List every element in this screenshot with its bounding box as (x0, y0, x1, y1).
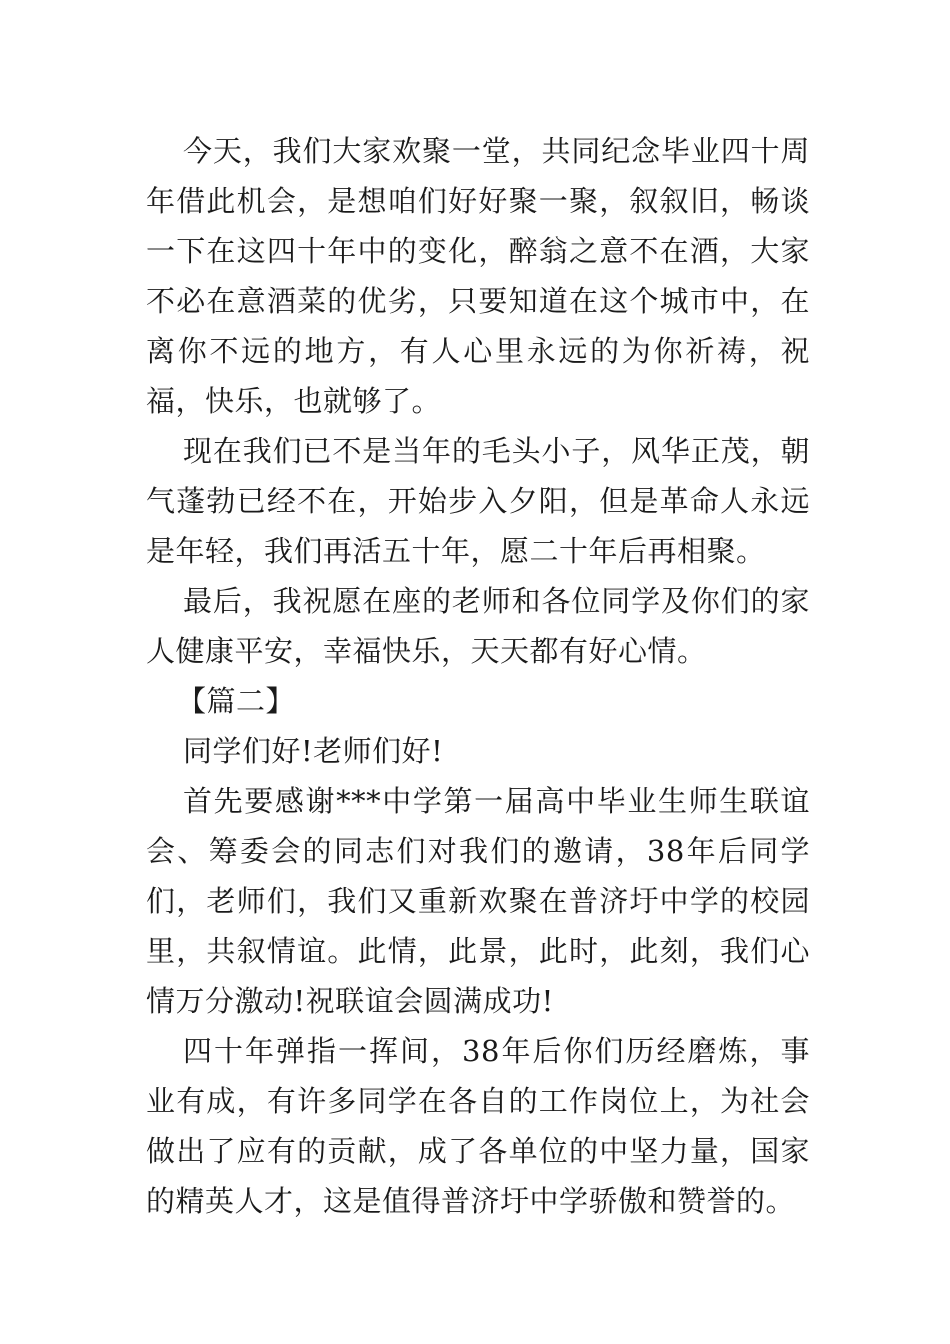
paragraph-youth: 现在我们已不是当年的毛头小子，风华正茂，朝气蓬勃已经不在，开始步入夕阳，但是革命人永远是年轻，我们再活五十年，愿二十年后再相聚。 (146, 434, 810, 568)
paragraph-wishes: 最后，我祝愿在座的老师和各位同学及你们的家人健康平安，幸福快乐，天天都有好心情。 (146, 584, 810, 668)
paragraph-forty-years: 四十年弹指一挥间，38年后你们历经磨炼，事业有成，有许多同学在各自的工作岗位上，为社会做出了应有的贡献，成了各单位的中坚力量，国家的精英人才，这是值得普济圩中学骄傲和赞誉的。 (146, 1034, 810, 1218)
section-heading: 【篇二】 (177, 684, 296, 718)
document-body (146, 126, 810, 1226)
paragraph-gathering: 今天，我们大家欢聚一堂，共同纪念毕业四十周年借此机会，是想咱们好好聚一聚，叙叙旧，畅谈一下在这四十年中的变化，醉翁之意不在酒，大家不必在意酒菜的优劣，只要知道在这个城市中，在离你不远的地方，有人心里永远的为你祈祷，祝福，快乐，也就够了。 (146, 134, 810, 418)
paragraph-thanks: 首先要感谢***中学第一届高中毕业生师生联谊会、筹委会的同志们对我们的邀请，38年后同学们，老师们，我们又重新欢聚在普济圩中学的校园里，共叙情谊。此情，此景，此时，此刻，我们心情万分激动!祝联谊会圆满成功! (146, 784, 810, 1018)
paragraph-greeting: 同学们好!老师们好! (183, 734, 444, 768)
